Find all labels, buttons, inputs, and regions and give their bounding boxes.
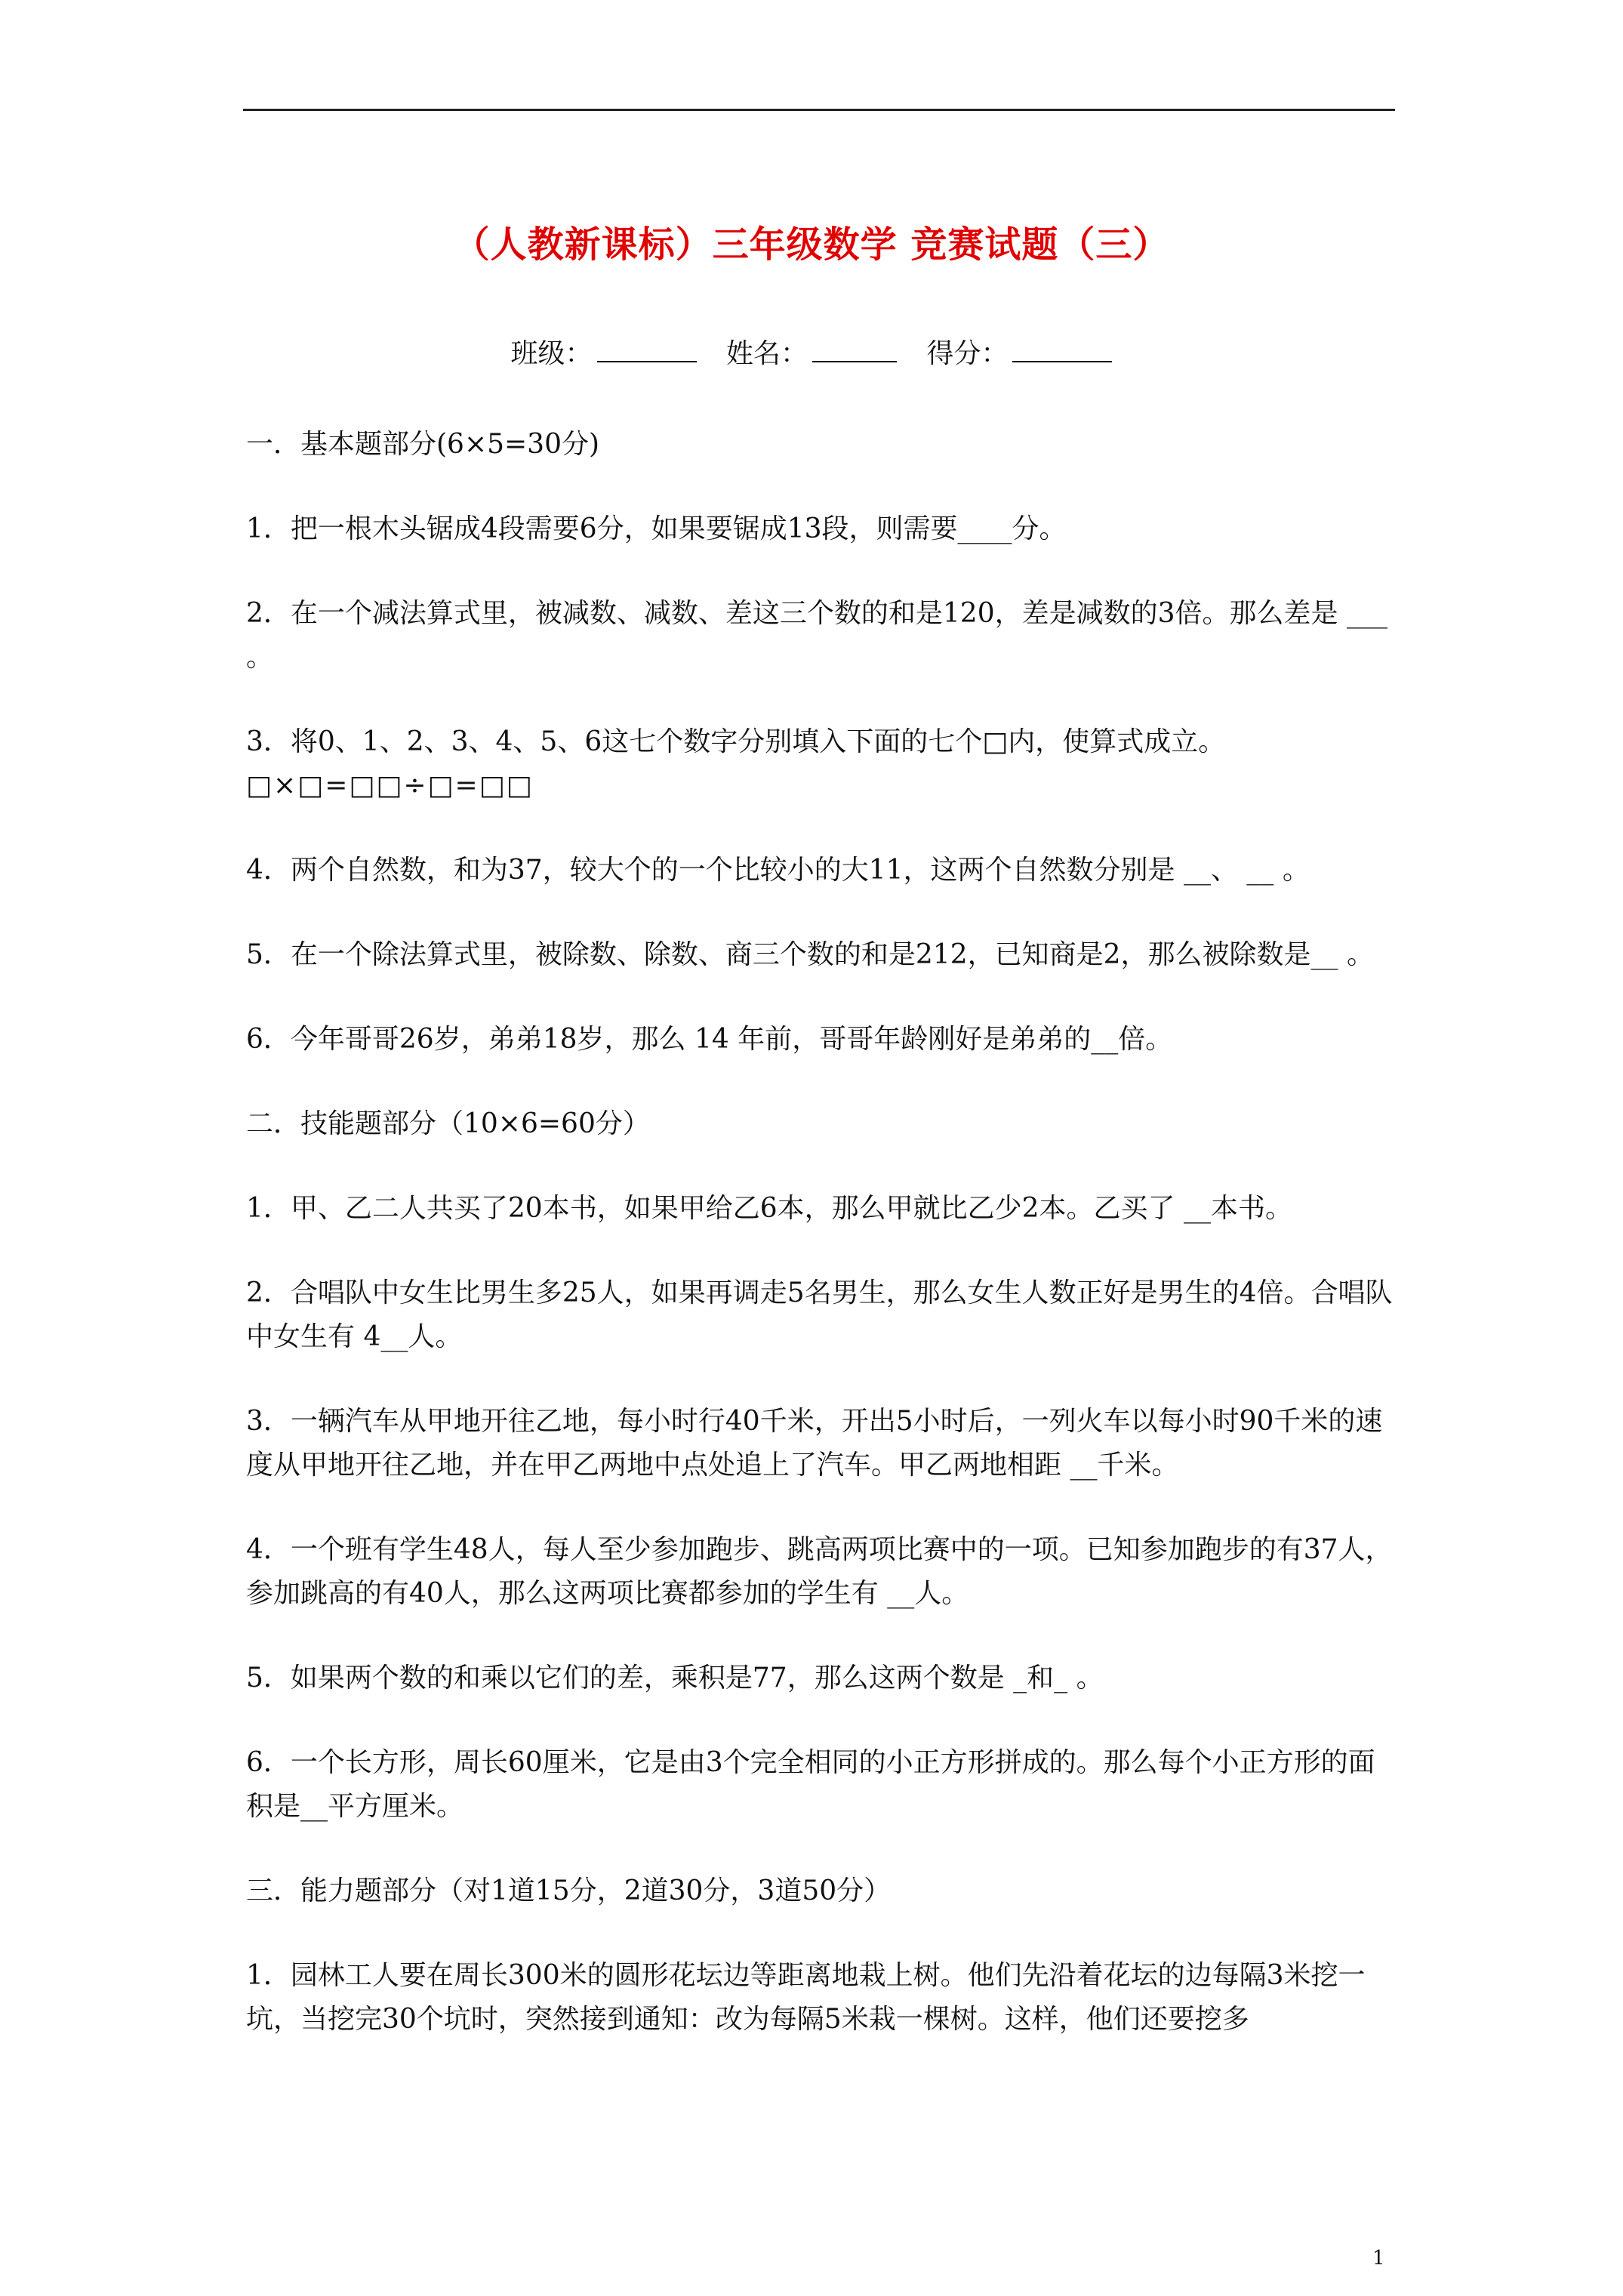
section-2-heading: 二．技能题部分（10×6=60分） — [246, 1108, 650, 1139]
name-blank — [812, 338, 897, 362]
s1-question-3: 3．将0、1、2、3、4、5、6这七个数字分别填入下面的七个□内，使算式成立。 — [246, 726, 1226, 757]
s1-question-5: 5．在一个除法算式里，被除数、除数、商三个数的和是212，已知商是2，那么被除数是__ 。 — [246, 939, 1374, 970]
name-label: 姓名： — [725, 338, 808, 369]
score-field — [926, 332, 1112, 371]
s3-question-1: 1．园林工人要在周长300米的圆形花坛边等距离地栽上树。他们先沿着花坛的边每隔3米挖一坑，当挖完30个坑时，突然接到通知：改为每隔5米栽一棵树。这样，他们还要挖多 — [246, 1960, 1366, 2035]
student-info-line — [0, 332, 1623, 371]
s2-question-6: 6．一个长方形，周长60厘米，它是由3个完全相同的小正方形拼成的。那么每个小正方形的面积是__平方厘米。 — [246, 1747, 1375, 1822]
s1-question-1: 1．把一根木头锯成4段需要6分，如果要锯成13段，则需要____分。 — [246, 513, 1067, 544]
s1-question-6: 6．今年哥哥26岁，弟弟18岁，那么 14 年前，哥哥年龄刚好是弟弟的__倍。 — [246, 1024, 1173, 1055]
class-label: 班级： — [510, 338, 593, 369]
s2-question-4: 4．一个班有学生48人，每人至少参加跑步、跳高两项比赛中的一项。已知参加跑步的有37人，参加跳高的有40人，那么这两项比赛都参加的学生有 __人。 — [246, 1534, 1393, 1609]
s2-question-1: 1．甲、乙二人共买了20本书，如果甲给乙6本，那么甲就比乙少2本。乙买了 __本书。 — [246, 1193, 1292, 1224]
s2-question-3: 3．一辆汽车从甲地开往乙地，每小时行40千米，开出5小时后，一列火车以每小时90千米的速度从甲地开往乙地，并在甲乙两地中点处追上了汽车。甲乙两地相距 __千米。 — [246, 1406, 1383, 1481]
class-blank — [597, 338, 697, 362]
exam-body — [246, 423, 1395, 2082]
s2-question-5: 5．如果两个数的和乘以它们的差，乘积是77，那么这两个数是 _和_ 。 — [246, 1663, 1104, 1693]
name-field — [726, 332, 897, 371]
s2-question-2: 2．合唱队中女生比男生多25人，如果再调走5名男生，那么女生人数正好是男生的4倍。合唱队中女生有 4__人。 — [246, 1277, 1393, 1352]
class-field — [511, 332, 697, 371]
score-blank — [1012, 338, 1112, 362]
page-number: 1 — [1372, 2247, 1385, 2270]
section-1-heading: 一．基本题部分(6×5=30分) — [246, 429, 600, 460]
s1-question-2: 2．在一个减法算式里，被减数、减数、差这三个数的和是120，差是减数的3倍。那么差是 ___ 。 — [246, 598, 1387, 673]
score-label: 得分： — [926, 338, 1009, 369]
header-rule — [243, 109, 1395, 111]
s1-question-3-formula: □×□=□□÷□=□□ — [246, 770, 534, 801]
exam-title: （人教新课标）三年级数学 竞赛试题（三） — [453, 223, 1170, 266]
s1-question-4: 4．两个自然数，和为37，较大个的一个比较小的大11，这两个自然数分别是 __、 __ 。 — [246, 855, 1310, 886]
section-3-heading: 三．能力题部分（对1道15分，2道30分，3道50分） — [246, 1875, 892, 1906]
